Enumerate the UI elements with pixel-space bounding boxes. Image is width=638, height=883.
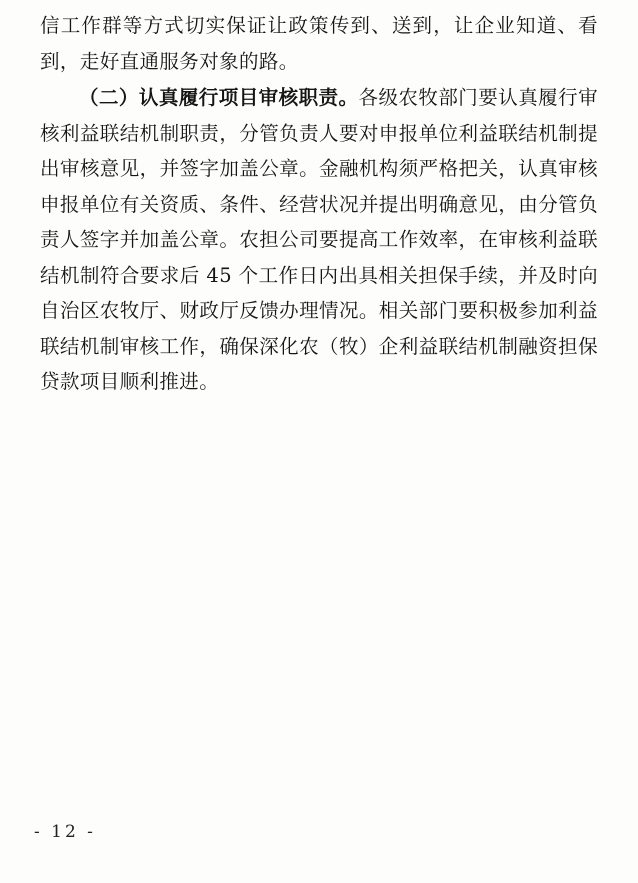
- blank-area: [40, 400, 598, 700]
- page-number: - 12 -: [34, 822, 96, 842]
- paragraph-2: [40, 80, 598, 400]
- paragraph-1: [40, 8, 598, 79]
- page-footer: [0, 822, 638, 842]
- document-body: [40, 8, 598, 700]
- paragraph-1-text: 信工作群等方式切实保证让政策传到、送到，让企业知道、看到，走好直通服务对象的路。: [40, 14, 598, 73]
- paragraph-2-text: 各级农牧部门要认真履行审核利益联结机制职责，分管负责人要对申报单位利益联结机制提出审核意见，并签字加盖公章。金融机构须严格把关，认真审核申报单位有关资质、条件、经营状况并提出明确意见，由分管负责人签字并加盖公章。农担公司要提高工作效率，在审核利益联结机制符合要求后 45 个工作日内出具相关担保手续，并及时向自治区农牧厅、财政厅反馈办理情况。相关部门要积极参加利益联结机制审核工作，确保深化农（牧）企利益联结机制融资担保贷款项目顺利推进。: [40, 86, 598, 393]
- paragraph-2-heading: （二）认真履行项目审核职责。: [79, 86, 359, 109]
